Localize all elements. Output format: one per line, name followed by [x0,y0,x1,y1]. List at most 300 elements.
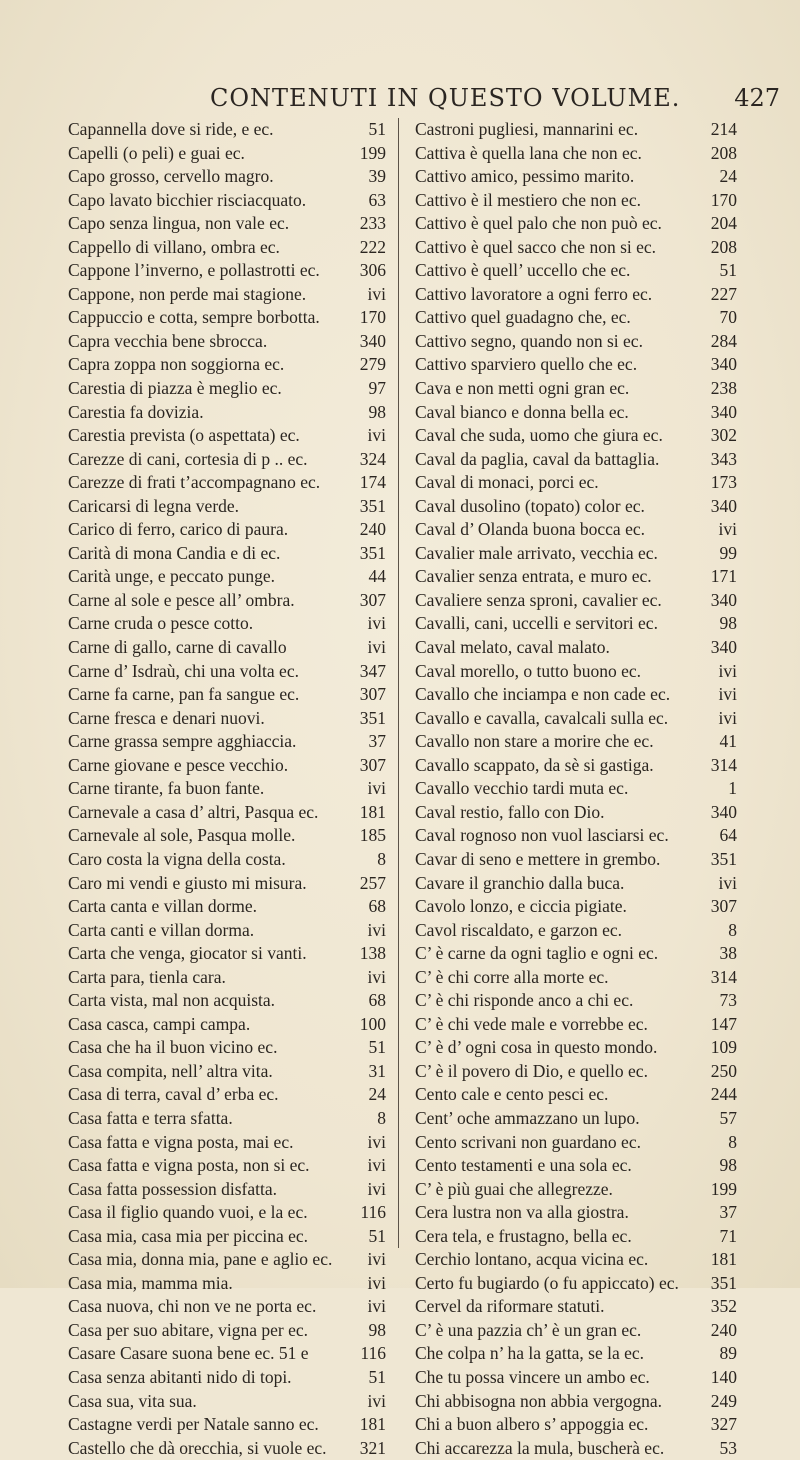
index-entry [415,495,737,519]
column-divider [398,118,399,1248]
index-entry [68,1083,386,1107]
entry-page: 347 [359,660,386,681]
index-entry [68,353,386,377]
entry-page: 63 [368,189,386,210]
index-entry [415,801,737,825]
entry-text: Cavaliere senza sproni, cavalier ec. [415,589,662,610]
index-entry [415,777,737,801]
entry-text: Certo fu bugiardo (o fu appiccato) ec. [415,1272,679,1293]
entry-text: Che colpa n’ ha la gatta, se la ec. [415,1343,645,1364]
entry-page: 70 [719,307,737,328]
entry-text: Cappone, non perde mai stagione. [68,283,307,304]
entry-text: Chi accarezza la mula, buscherà ec. [415,1437,665,1458]
entry-text: Chi a buon albero s’ appoggia ec. [415,1414,649,1435]
index-entry [415,1083,737,1107]
entry-page: 284 [710,330,737,351]
index-entry [415,1060,737,1084]
entry-page: 321 [359,1437,386,1458]
entry-page: 39 [368,166,386,187]
index-entry [415,754,737,778]
entry-page: 24 [719,166,737,187]
entry-text: Cattivo è quel sacco che non si ec. [415,236,657,257]
entry-page: 99 [719,542,737,563]
entry-text: Carnevale a casa d’ altri, Pasqua ec. [68,801,319,822]
entry-page: 340 [710,401,737,422]
entry-text: Caval d’ Olanda buona bocca ec. [415,519,645,540]
entry-page: 351 [359,495,386,516]
entry-page: 351 [359,542,386,563]
index-entry [415,1342,737,1366]
entry-page: ivi [367,637,386,658]
entry-page: ivi [718,707,737,728]
entry-text: Caro costa la vigna della costa. [68,848,286,869]
entry-page: 116 [360,1202,386,1223]
index-entry [415,1413,737,1437]
index-entry [68,189,386,213]
running-header [60,84,780,114]
entry-page: ivi [367,1272,386,1293]
index-entry [415,942,737,966]
index-entry [68,1201,386,1225]
index-entry [68,824,386,848]
index-entry [68,660,386,684]
entry-text: Che tu possa vincere un ambo ec. [415,1366,650,1387]
index-entry [415,872,737,896]
entry-page: 199 [359,142,386,163]
entry-text: Cattivo lavoratore a ogni ferro ec. [415,283,653,304]
entry-page: 257 [359,872,386,893]
entry-page: ivi [367,1390,386,1411]
index-entry [415,448,737,472]
index-entry [415,612,737,636]
entry-text: Carico di ferro, carico di paura. [68,519,289,540]
index-entry [68,518,386,542]
entry-text: Carestia prevista (o aspettata) ec. [68,425,300,446]
index-entry [415,259,737,283]
entry-page: ivi [367,919,386,940]
entry-text: Casa sua, vita sua. [68,1390,197,1411]
entry-page: 227 [710,283,737,304]
entry-text: Carne tirante, fa buon fante. [68,778,265,799]
entry-page: 51 [368,1037,386,1058]
index-entry [415,589,737,613]
entry-text: Chi abbisogna non abbia vergogna. [415,1390,663,1411]
entry-page: 98 [368,1319,386,1340]
index-entry [68,1437,386,1460]
entry-text: Casa fatta e vigna posta, mai ec. [68,1131,294,1152]
entry-page: 302 [710,425,737,446]
entry-page: 100 [359,1013,386,1034]
index-entry [415,824,737,848]
index-entry [415,919,737,943]
index-entry [68,424,386,448]
index-entry [68,1060,386,1084]
entry-text: Cavalier senza entrata, e muro ec. [415,566,652,587]
entry-text: Cattiva è quella lana che non ec. [415,142,642,163]
index-entry [415,1248,737,1272]
entry-text: Carne giovane e pesce vecchio. [68,754,289,775]
entry-page: 147 [710,1013,737,1034]
entry-text: Cavolo lonzo, e ciccia pigiate. [415,896,627,917]
index-entry [68,283,386,307]
index-entry [68,471,386,495]
entry-page: 37 [368,731,386,752]
entry-text: Cattivo segno, quando non si ec. [415,330,643,351]
entry-text: Carta para, tienla cara. [68,966,226,987]
entry-text: Cervel da riformare statuti. [415,1296,605,1317]
entry-text: Cattivo quel guadagno che, ec. [415,307,631,328]
entry-page: 343 [710,448,737,469]
entry-page: 57 [719,1107,737,1128]
entry-text: Cavallo non stare a morire che ec. [415,731,654,752]
index-entry [415,542,737,566]
entry-text: Cavar di seno e mettere in grembo. [415,848,661,869]
index-entry [68,1319,386,1343]
entry-text: Casa nuova, chi non ve ne porta ec. [68,1296,317,1317]
index-entry [415,471,737,495]
entry-page: 240 [359,519,386,540]
entry-text: Cappone l’inverno, e pollastrotti ec. [68,260,320,281]
entry-page: 314 [710,966,737,987]
index-entry [415,636,737,660]
entry-text: C’ è d’ ogni cosa in questo mondo. [415,1037,658,1058]
entry-page: 214 [710,119,737,139]
index-entry [68,1248,386,1272]
entry-text: Carne d’ Isdraù, chi una volta ec. [68,660,299,681]
entry-page: 51 [368,1225,386,1246]
entry-page: 240 [710,1319,737,1340]
index-entry [415,1107,737,1131]
entry-text: Carnevale al sole, Pasqua molle. [68,825,296,846]
entry-text: Cavallo vecchio tardi muta ec. [415,778,629,799]
index-entry [68,989,386,1013]
index-entry [68,212,386,236]
index-entry [68,1225,386,1249]
entry-page: 170 [359,307,386,328]
index-entry [68,612,386,636]
index-entry [415,518,737,542]
index-entry [68,448,386,472]
entry-text: Cera lustra non va alla giostra. [415,1202,629,1223]
entry-text: Cent’ oche ammazzano un lupo. [415,1107,640,1128]
index-entry [68,142,386,166]
entry-page: 171 [710,566,737,587]
entry-text: Carta che venga, giocator si vanti. [68,943,307,964]
index-entry [68,542,386,566]
entry-page: 51 [368,1366,386,1387]
index-entry [415,989,737,1013]
entry-page: 181 [359,801,386,822]
index-entry [415,1036,737,1060]
entry-page: 51 [719,260,737,281]
entry-page: 98 [368,401,386,422]
entry-text: Cattivo è il mestiero che non ec. [415,189,641,210]
entry-text: Caval dusolino (topato) color ec. [415,495,645,516]
entry-text: Caval melato, caval malato. [415,637,610,658]
entry-page: 181 [710,1249,737,1270]
entry-page: 8 [377,1107,386,1128]
entry-page: 307 [710,896,737,917]
entry-page: 307 [359,754,386,775]
entry-page: 138 [359,943,386,964]
entry-page: 109 [710,1037,737,1058]
entry-text: Cavallo che inciampa e non cade ec. [415,684,671,705]
index-entry [415,306,737,330]
entry-text: Casa che ha il buon vicino ec. [68,1037,278,1058]
index-entry [68,730,386,754]
entry-page: ivi [367,1131,386,1152]
entry-page: 31 [368,1060,386,1081]
entry-text: Casa casca, campi campa. [68,1013,251,1034]
entry-page: 174 [359,472,386,493]
entry-text: Capra vecchia bene sbrocca. [68,330,268,351]
index-entry [68,1154,386,1178]
entry-text: Casa senza abitanti nido di topi. [68,1366,292,1387]
entry-text: Casare Casare suona bene ec. 51 e [68,1343,309,1364]
entry-text: Casa mia, mamma mia. [68,1272,233,1293]
entry-text: Caricarsi di legna verde. [68,495,240,516]
index-entry [415,118,737,142]
entry-page: 199 [710,1178,737,1199]
entry-page: 44 [368,566,386,587]
index-entry [68,919,386,943]
entry-page: 185 [359,825,386,846]
entry-page: ivi [718,660,737,681]
index-entry [415,377,737,401]
index-entry [68,707,386,731]
index-entry [415,1225,737,1249]
entry-page: 140 [710,1366,737,1387]
entry-text: Cappuccio e cotta, sempre borbotta. [68,307,320,328]
entry-page: 307 [359,684,386,705]
index-entry [415,848,737,872]
entry-page: 1 [728,778,737,799]
entry-text: Cavalier male arrivato, vecchia ec. [415,542,658,563]
entry-page: 68 [368,896,386,917]
entry-page: 233 [359,213,386,234]
entry-text: Castagne verdi per Natale sanno ec. [68,1414,319,1435]
entry-page: 250 [710,1060,737,1081]
index-entry [68,330,386,354]
entry-text: Carta canti e villan dorma. [68,919,255,940]
entry-text: Carezze di frati t’accompagnano ec. [68,472,321,493]
entry-page: 98 [719,1155,737,1176]
index-entry [68,1390,386,1414]
entry-text: Casa mia, donna mia, pane e aglio ec. [68,1249,333,1270]
entry-text: Cavallo scappato, da sè si gastiga. [415,754,654,775]
entry-text: Cavallo e cavalla, cavalcali sulla ec. [415,707,669,728]
index-entry [68,377,386,401]
entry-page: 340 [710,637,737,658]
index-entry [68,236,386,260]
entry-page: 37 [719,1202,737,1223]
entry-page: 222 [359,236,386,257]
entry-page: 208 [710,142,737,163]
entry-page: ivi [367,1296,386,1317]
page-number: 427 [734,84,780,112]
entry-text: Cerchio lontano, acqua vicina ec. [415,1249,649,1270]
index-column-right [415,118,737,1460]
entry-text: Carta canta e villan dorme. [68,896,258,917]
index-entry [415,212,737,236]
entry-page: ivi [718,872,737,893]
index-entry [68,1413,386,1437]
entry-text: Carne al sole e pesce all’ ombra. [68,589,295,610]
index-entry [68,683,386,707]
entry-text: Capelli (o peli) e guai ec. [68,142,245,163]
index-entry [68,259,386,283]
index-entry [415,683,737,707]
entry-page: ivi [367,966,386,987]
entry-text: Casa fatta e vigna posta, non si ec. [68,1155,310,1176]
entry-text: Capannella dove si ride, e ec. [68,119,274,139]
entry-page: 238 [710,378,737,399]
entry-text: Cattivo è quel palo che non può ec. [415,213,662,234]
entry-page: 351 [710,848,737,869]
entry-text: Cento testamenti e una sola ec. [415,1155,632,1176]
index-entry [68,165,386,189]
index-entry [415,1131,737,1155]
index-entry [415,1437,737,1460]
entry-text: Capo senza lingua, non vale ec. [68,213,290,234]
index-column-left [68,118,386,1460]
index-entry [415,1272,737,1296]
entry-page: 249 [710,1390,737,1411]
entry-page: 324 [359,448,386,469]
entry-text: Casa per suo abitare, vigna per ec. [68,1319,309,1340]
index-entry [415,330,737,354]
entry-page: ivi [718,684,737,705]
index-entry [415,565,737,589]
index-entry [415,1154,737,1178]
entry-page: 98 [719,613,737,634]
entry-text: Carne di gallo, carne di cavallo [68,637,287,658]
entry-page: 340 [710,495,737,516]
entry-text: C’ è una pazzia ch’ è un gran ec. [415,1319,642,1340]
entry-page: 68 [368,990,386,1011]
entry-text: Carne fresca e denari nuovi. [68,707,265,728]
entry-text: Cattivo sparviero quello che ec. [415,354,638,375]
entry-text: Castello che dà orecchia, si vuole ec. [68,1437,327,1458]
index-entry [68,1013,386,1037]
entry-text: Cavare il granchio dalla buca. [415,872,625,893]
index-entry [68,1107,386,1131]
index-entry [68,1342,386,1366]
entry-page: ivi [718,519,737,540]
entry-page: 89 [719,1343,737,1364]
index-entry [68,966,386,990]
index-entry [68,1366,386,1390]
index-entry [68,801,386,825]
index-entry [415,165,737,189]
entry-page: 8 [377,848,386,869]
index-entry [415,1178,737,1202]
entry-text: Caval di monaci, porci ec. [415,472,599,493]
entry-text: Cera tela, e frustagno, bella ec. [415,1225,632,1246]
index-entry [415,1390,737,1414]
entry-page: 307 [359,589,386,610]
index-entry [415,353,737,377]
index-entry [68,401,386,425]
entry-page: 173 [710,472,737,493]
entry-text: Casa mia, casa mia per piccina ec. [68,1225,309,1246]
entry-page: 352 [710,1296,737,1317]
entry-text: C’ è chi risponde anco a chi ec. [415,990,634,1011]
index-entry [68,942,386,966]
entry-text: Capo grosso, cervello magro. [68,166,274,187]
entry-text: Cava e non metti ogni gran ec. [415,378,630,399]
entry-text: Carità di mona Candia e di ec. [68,542,281,563]
entry-page: 327 [710,1414,737,1435]
entry-text: Casa di terra, caval d’ erba ec. [68,1084,279,1105]
entry-text: Casa compita, nell’ altra vita. [68,1060,273,1081]
index-entry [415,424,737,448]
index-entry [415,1319,737,1343]
entry-text: C’ è il povero di Dio, e quello ec. [415,1060,648,1081]
entry-text: Cappello di villano, ombra ec. [68,236,280,257]
entry-text: Cavol riscaldato, e garzon ec. [415,919,622,940]
entry-page: 204 [710,213,737,234]
entry-text: Caval bianco e donna bella ec. [415,401,629,422]
index-entry [68,1272,386,1296]
index-entry [415,660,737,684]
entry-page: ivi [367,425,386,446]
entry-text: Castroni pugliesi, mannarini ec. [415,119,639,139]
entry-page: 340 [710,589,737,610]
index-entry [415,1201,737,1225]
entry-text: Caval restio, fallo con Dio. [415,801,605,822]
index-entry [68,1036,386,1060]
index-entry [68,118,386,142]
entry-text: Cattivo è quell’ uccello che ec. [415,260,631,281]
index-entry [68,754,386,778]
entry-page: ivi [367,778,386,799]
index-entry [68,495,386,519]
entry-page: 314 [710,754,737,775]
entry-text: Caval che suda, uomo che giura ec. [415,425,663,446]
index-entry [415,730,737,754]
entry-text: Cavalli, cani, uccelli e servitori ec. [415,613,658,634]
entry-page: 306 [359,260,386,281]
index-entry [415,895,737,919]
entry-page: 64 [719,825,737,846]
entry-text: Casa fatta e terra sfatta. [68,1107,233,1128]
entry-text: Capra zoppa non soggiorna ec. [68,354,285,375]
index-entry [415,401,737,425]
index-entry [68,636,386,660]
entry-page: 244 [710,1084,737,1105]
entry-page: 8 [728,919,737,940]
entry-text: Carne cruda o pesce cotto. [68,613,254,634]
entry-text: Casa il figlio quando vuoi, e la ec. [68,1202,308,1223]
entry-text: Cattivo amico, pessimo marito. [415,166,635,187]
entry-page: 340 [710,354,737,375]
entry-text: Carezze di cani, cortesia di p .. ec. [68,448,308,469]
entry-page: 51 [368,119,386,139]
entry-page: 41 [719,731,737,752]
index-entry [68,589,386,613]
index-entry [68,1131,386,1155]
entry-text: Capo lavato bicchier risciacquato. [68,189,307,210]
entry-page: 340 [710,801,737,822]
entry-text: Carestia fa dovizia. [68,401,204,422]
entry-page: 97 [368,378,386,399]
entry-page: ivi [367,613,386,634]
entry-text: Carità unge, e peccato punge. [68,566,275,587]
index-entry [68,895,386,919]
entry-text: Cento cale e cento pesci ec. [415,1084,609,1105]
index-entry [68,872,386,896]
